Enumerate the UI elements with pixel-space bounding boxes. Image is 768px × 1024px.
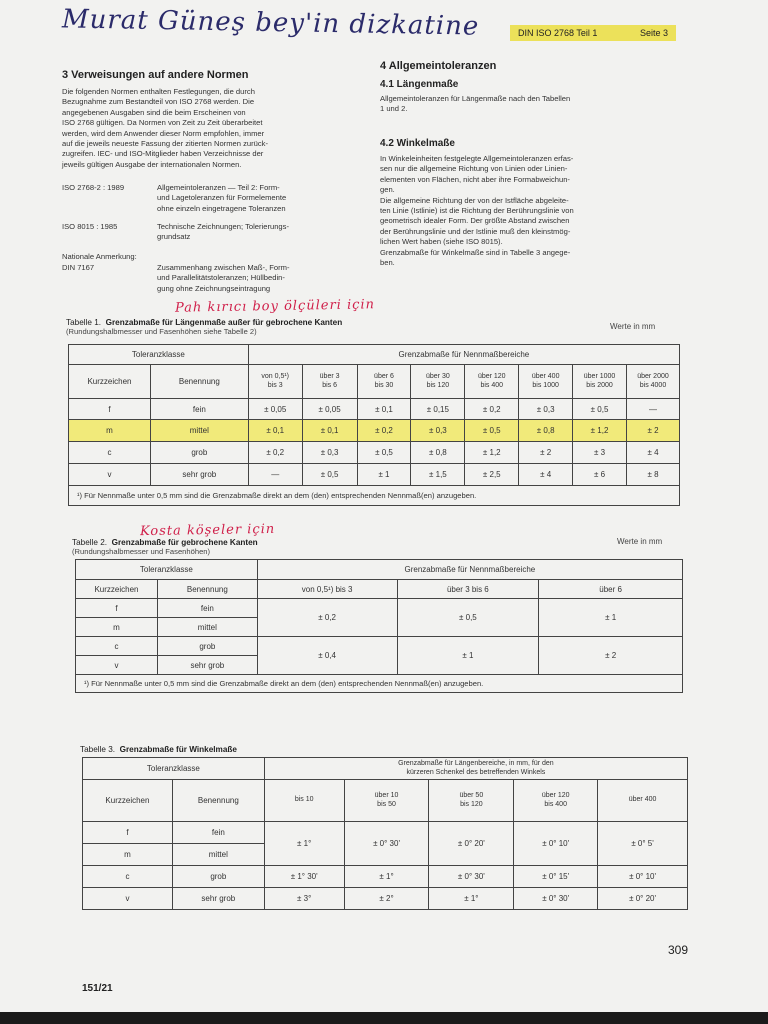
table2-header-class: Toleranzklasse <box>76 560 258 580</box>
ref-iso-8015: ISO 8015 : 1985 Technische Zeichnungen; Tolerierungs- grundsatz <box>62 222 289 242</box>
table1-range-header: über 6 bis 30 <box>357 365 411 399</box>
section-3-paragraph: Die folgenden Normen enthalten Festlegungen, die durch Bezugnahme zum Bestandteil von ISO 2768 werden. Die angegebenen Ausgaben sind die beim Erscheinen von ISO 2768 gültigen. Da Normen von Zeit zu Zeit überarbeitet werden, wird dem Anwender dieser Norm empfohlen, immer auf die jeweils neueste Fassung der zitierten Normen zurück- zugreifen. IEC- und ISO-Mitglieder haben Verzeichnisse der jeweils gültigen Ausgabe der internationalen Normen. <box>62 87 268 169</box>
national-note-label: Nationale Anmerkung: <box>62 252 137 261</box>
table1-caption: Tabelle 1. Grenzabmaße für Längenmaße außer für gebrochene Kanten (Rundungshalbmesser und Fasenhöhen siehe Tabelle 2) <box>66 318 343 336</box>
header-seite: Seite 3 <box>639 28 668 38</box>
table2-range-header: über 3 bis 6 <box>397 580 539 599</box>
ref-iso-2768-2: ISO 2768-2 : 1989 Allgemeintoleranzen — Teil 2: Form- und Lagetoleranzen für Formelemente ohne einzeln eingetragene Toleranzen <box>62 183 287 213</box>
table2-header-name: Benennung <box>157 580 257 599</box>
table1-header-code: Kurzzeichen <box>69 365 151 399</box>
table3-header-code: Kurzzeichen <box>83 780 173 822</box>
table-row: v sehr grob <box>76 656 683 675</box>
section-4-title: 4 Allgemeintoleranzen <box>380 60 497 72</box>
table-row: m mittel <box>83 844 688 866</box>
table3-header-ranges: Grenzabmaße für Längenbereiche, in mm, für den kürzeren Schenkel des betreffenden Winkels <box>264 758 687 780</box>
section-4-2-text: In Winkeleinheiten festgelegte Allgemeintoleranzen erfas- sen nur die allgemeine Richtung von Linien oder Linien- elementen von Flächen, nicht aber ihre Formabweichun- gen. Die allgemeine Richtung der von der Istfläche abgeleite- ten Linie (Istlinie) ist die Richtung der Berührungslinie von geometrisch idealer Form. Der größte Abstand zwischen der Berührungslinie und der Istlinie muß den kleinstmög- lichen Wert haben (siehe ISO 8015). Grenzabmaße für Winkelmaße sind in Tabelle 3 angege- ben. <box>380 154 574 268</box>
table3-range-header: über 400 <box>598 780 688 822</box>
table2-caption: Tabelle 2. Grenzabmaße für gebrochene Kanten (Rundungshalbmesser und Fasenhöhen) <box>72 538 258 556</box>
handwritten-note-top: Murat Güneş bey'in dizkatine <box>61 4 480 42</box>
handwritten-note-red-1: Pah kırıcı boy ölçüleri için <box>174 297 376 316</box>
table-row: m mittel <box>76 618 683 637</box>
footer-code: 151/21 <box>82 983 113 994</box>
table-row: c grob ± 1° 30' ± 1° ± 0° 30' ± 0° 15' ± 0° 10' <box>83 866 688 888</box>
section-4-1-title: 4.1 Längenmaße <box>380 79 459 90</box>
page-number: 309 <box>668 943 689 957</box>
table-row: f fein ± 0,2 ± 0,5 ± 1 <box>76 599 683 618</box>
table3-range-header: über 120 bis 400 <box>514 780 598 822</box>
table1-range-header: über 120 bis 400 <box>465 365 519 399</box>
table1-header-ranges: Grenzabmaße für Nennmaßbereiche <box>248 345 679 365</box>
scan-edge <box>0 1012 768 1024</box>
section-4-1-text: Allgemeintoleranzen für Längenmaße nach den Tabellen 1 und 2. <box>380 94 571 114</box>
header-tag <box>510 25 676 41</box>
table2-range-header: von 0,5¹) bis 3 <box>257 580 397 599</box>
table2-header-code: Kurzzeichen <box>76 580 158 599</box>
table2 <box>75 559 683 693</box>
table1-range-header: von 0,5¹) bis 3 <box>248 365 302 399</box>
handwritten-note-red-2: Kosta köşeler için <box>139 521 276 540</box>
header-din: DIN ISO 2768 Teil 1 <box>518 28 598 38</box>
table-row: f fein ± 1° ± 0° 30' ± 0° 20' ± 0° 10' ± 0° 5' <box>83 822 688 844</box>
table2-footnote: ¹) Für Nennmaße unter 0,5 mm sind die Grenzabmaße direkt an dem (den) entsprechenden Nennmaß(en) anzugeben. <box>76 675 683 693</box>
table3-range-header: über 50 bis 120 <box>429 780 514 822</box>
table1-unit: Werte in mm <box>610 322 656 331</box>
table2-unit: Werte in mm <box>617 537 663 546</box>
table1-header-class: Toleranzklasse <box>69 345 249 365</box>
section-4-2-title: 4.2 Winkelmaße <box>380 138 455 149</box>
table1-footnote: ¹) Für Nennmaße unter 0,5 mm sind die Grenzabmaße direkt an dem (den) entsprechenden Nennmaß(en) anzugeben. <box>69 486 680 506</box>
table1-range-header: über 30 bis 120 <box>411 365 465 399</box>
table-row: v sehr grob ± 3° ± 2° ± 1° ± 0° 30' ± 0° 20' <box>83 888 688 910</box>
table1-range-header: über 1000 bis 2000 <box>573 365 627 399</box>
table-row-highlighted: m mittel ± 0,1 ± 0,1 ± 0,2 ± 0,3 ± 0,5 ± 0,8 ± 1,2 ± 2 <box>69 420 680 442</box>
section-3-title: 3 Verweisungen auf andere Normen <box>62 69 249 81</box>
table3 <box>82 757 688 910</box>
table-row: f fein ± 0,05 ± 0,05 ± 0,1 ± 0,15 ± 0,2 ± 0,3 ± 0,5 — <box>69 399 680 420</box>
table1-range-header: über 400 bis 1000 <box>519 365 573 399</box>
table-row: c grob ± 0,2 ± 0,3 ± 0,5 ± 0,8 ± 1,2 ± 2 ± 3 ± 4 <box>69 442 680 464</box>
table2-header-ranges: Grenzabmaße für Nennmaßbereiche <box>257 560 682 580</box>
table1-header-name: Benennung <box>150 365 248 399</box>
table3-range-header: bis 10 <box>264 780 344 822</box>
ref-din-7167: DIN 7167 Zusammenhang zwischen Maß-, Form- und Parallelitätstoleranzen; Hüllbedin- gung ohne Zeichnungseintragung <box>62 263 290 293</box>
table3-range-header: über 10 bis 50 <box>344 780 429 822</box>
table3-header-class: Toleranzklasse <box>83 758 265 780</box>
table3-caption: Tabelle 3. Grenzabmaße für Winkelmaße <box>80 745 237 754</box>
table-row: v sehr grob — ± 0,5 ± 1 ± 1,5 ± 2,5 ± 4 ± 6 ± 8 <box>69 464 680 486</box>
table1 <box>68 344 680 506</box>
table1-range-header: über 2000 bis 4000 <box>626 365 679 399</box>
table3-header-name: Benennung <box>172 780 264 822</box>
table1-range-header: über 3 bis 6 <box>302 365 357 399</box>
table2-range-header: über 6 <box>539 580 683 599</box>
table-row: c grob ± 0,4 ± 1 ± 2 <box>76 637 683 656</box>
